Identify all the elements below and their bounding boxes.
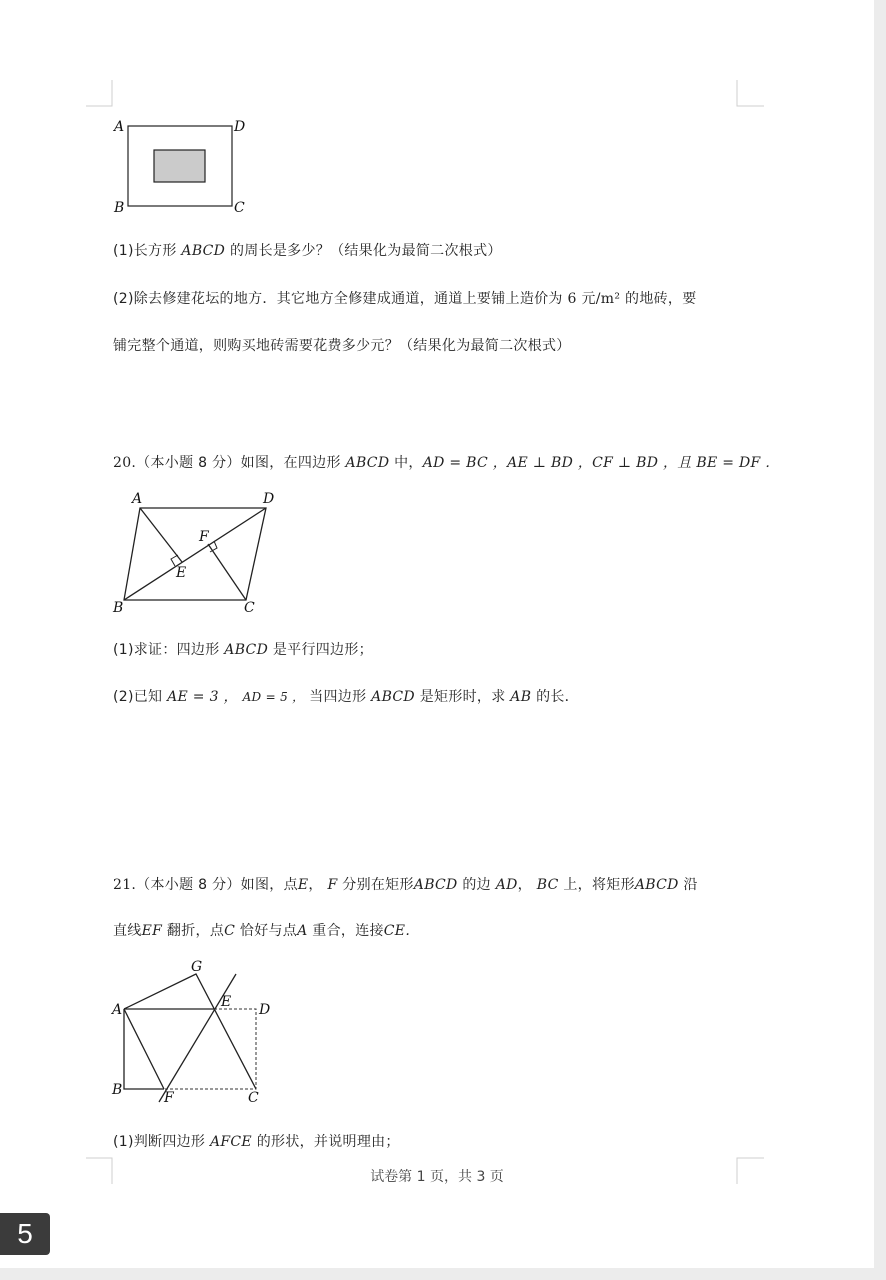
label-b: B (112, 1082, 123, 1098)
q21-stem-line2: 直线EF 翻折，点C 恰好与点A 重合，连接CE. (113, 923, 411, 939)
label-f: F (199, 529, 209, 545)
q20-figure (106, 486, 292, 616)
page-footer: 试卷第 1 页，共 3 页 (370, 1169, 504, 1185)
q19-part2-cont: 铺完整个通道，则购买地砖需要花费多少元？（结果化为最简二次根式） (113, 338, 571, 354)
segment-ae (140, 508, 182, 562)
q20-stem: 20.（本小题 8 分）如图，在四边形 ABCD 中，AD = BC ，AE ⊥ BD ，CF ⊥ BD ，且 BE = DF ． (113, 455, 780, 471)
label-b: B (114, 200, 125, 216)
page-number-badge: 5 (0, 1213, 50, 1255)
folded-edges (124, 974, 256, 1089)
diagonal-bd (124, 508, 266, 600)
label-d: D (263, 491, 275, 507)
q19-figure (108, 110, 258, 220)
q21-part1: (1)判断四边形 AFCE 的形状，并说明理由； (113, 1134, 400, 1150)
label-e: E (176, 565, 187, 581)
label-a: A (114, 119, 125, 135)
segment-af (124, 1009, 164, 1089)
dashed-edcf (164, 1009, 256, 1089)
label-d: D (234, 119, 246, 135)
q21-figure (106, 952, 286, 1108)
label-a: A (132, 491, 143, 507)
q21-stem-line1: 21.（本小题 8 分）如图，点E， F 分别在矩形ABCD 的边 AD， BC 上，将矩形ABCD 沿 (113, 877, 698, 893)
label-c: C (248, 1090, 259, 1106)
q20-part2: (2)已知 AE = 3 ， AD = 5 ， 当四边形 ABCD 是矩形时，求 AB 的长． (113, 689, 579, 705)
label-e: E (221, 994, 232, 1010)
label-g: G (191, 959, 203, 975)
q19-part1: (1)长方形 ABCD 的周长是多少？（结果化为最简二次根式） (113, 243, 502, 259)
label-f: F (164, 1090, 174, 1106)
label-d: D (259, 1002, 271, 1018)
label-a: A (112, 1002, 123, 1018)
flower-bed (154, 150, 205, 182)
label-c: C (234, 200, 245, 216)
q19-part2: (2)除去修建花坛的地方．其它地方全修建成通道，通道上要铺上造价为 6 元/m² 的地砖，要 (113, 291, 697, 307)
label-b: B (113, 600, 124, 616)
q20-part1: (1)求证：四边形 ABCD 是平行四边形； (113, 642, 373, 658)
segment-cf (208, 544, 246, 600)
label-c: C (244, 600, 255, 616)
